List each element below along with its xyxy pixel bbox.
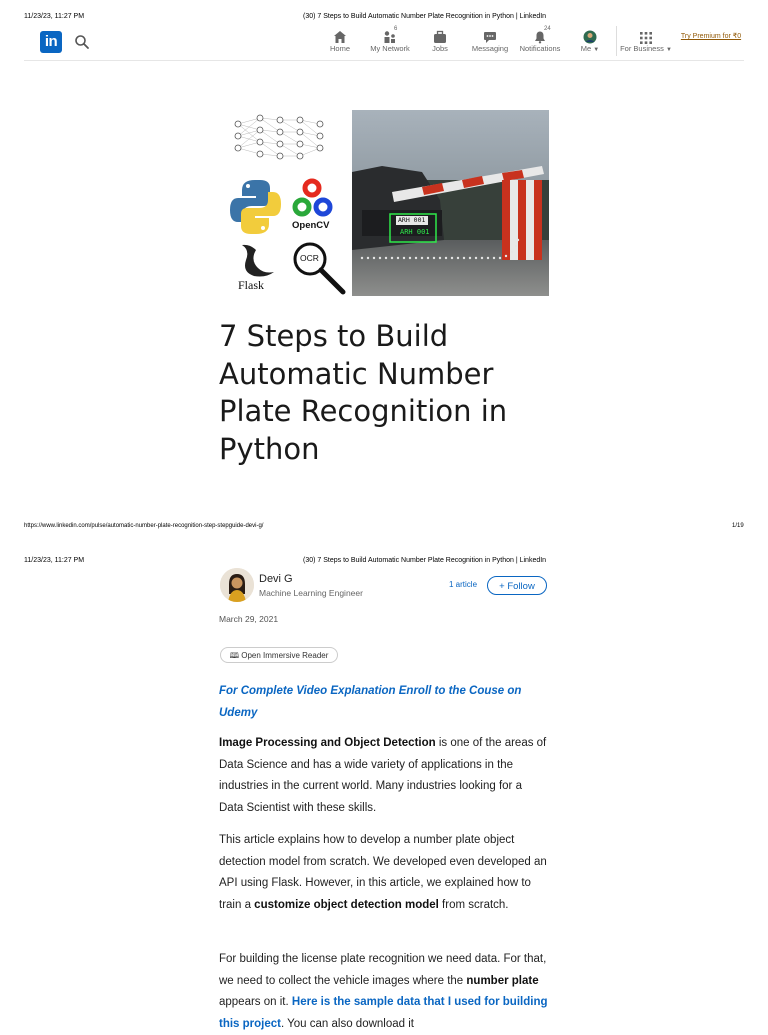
p3-text-c: . You can also download it (280, 1017, 414, 1030)
nav-for-business-label: For Business (620, 44, 664, 53)
author-card (220, 568, 550, 604)
paragraph-1 (219, 733, 549, 819)
print-timestamp-page2: 11/23/23, 11:27 PM (24, 557, 85, 564)
follow-button[interactable]: + Follow (487, 576, 547, 595)
immersive-reader-label: Open Immersive Reader (241, 651, 329, 660)
paragraph-2 (219, 830, 549, 916)
search-icon[interactable] (74, 34, 90, 50)
neural-network-icon (220, 110, 350, 296)
book-icon: 🕮 (229, 651, 240, 660)
sample-data-link[interactable]: Here is the sample data that I used for building this project (219, 996, 548, 1030)
ocr-label: OCR (300, 253, 319, 263)
print-footer-page: 1/19 (732, 523, 744, 529)
notifications-badge: 24 (544, 26, 551, 32)
author-photo-icon (220, 568, 254, 602)
nav-jobs[interactable] (412, 28, 468, 53)
nav-messaging-label: Messaging (471, 44, 509, 53)
p2-text-a: This article explains how to develop a number plate object detection model from scratch. We developed even developed an API using Flask. However, in this article, we explained how to train a (219, 834, 547, 911)
tech-logos-image (220, 110, 350, 296)
nav-my-network-label: My Network (370, 44, 410, 53)
print-timestamp: 11/23/23, 11:27 PM (24, 13, 85, 20)
chevron-down-icon: ▼ (593, 47, 600, 53)
nav-notifications[interactable] (512, 28, 568, 53)
messaging-icon (483, 30, 497, 44)
p2-text-b: from scratch. (438, 898, 509, 911)
nav-notifications-label: Notifications (519, 44, 561, 53)
jobs-icon (433, 30, 447, 44)
print-doc-title: (30) 7 Steps to Build Automatic Number Plate Recognition in Python | LinkedIn (303, 13, 547, 20)
nav-home-label: Home (329, 44, 350, 53)
network-badge: 6 (394, 26, 398, 32)
opencv-label: OpenCV (292, 220, 330, 231)
p3-bold: number plate (466, 974, 539, 987)
print-footer-url: https://www.linkedin.com/pulse/automatic-number-plate-recognition-step-stepguide-devi-g/ (24, 523, 264, 529)
parking-barrier-photo (352, 110, 549, 296)
author-avatar[interactable] (220, 568, 254, 602)
p1-bold: Image Processing and Object Detection (219, 737, 436, 749)
udemy-course-link[interactable]: For Complete Video Explanation Enroll to the Couse on Udemy (219, 685, 522, 719)
publish-date: March 29, 2021 (219, 614, 279, 624)
grid-icon (640, 32, 652, 44)
nav-home[interactable] (312, 28, 368, 53)
plate-detection-label: ARH 001 (400, 228, 430, 236)
linkedin-logo[interactable]: in (40, 31, 62, 53)
plate-text-on-car: ARH 001 (398, 216, 426, 224)
nav-divider (616, 26, 617, 56)
print-doc-title-page2: (30) 7 Steps to Build Automatic Number Plate Recognition in Python | LinkedIn (303, 557, 547, 564)
car-plate-photo-icon (352, 110, 549, 296)
author-role: Machine Learning Engineer (259, 588, 363, 598)
top-nav (24, 24, 744, 61)
article-title: 7 Steps to Build Automatic Number Plate Recognition in Python (219, 319, 508, 466)
nav-me[interactable] (562, 28, 618, 53)
p2-bold: customize object detection model (254, 898, 439, 911)
author-article-count[interactable]: 1 article (449, 580, 478, 589)
p1-text: is one of the areas of Data Science and has a wide variety of applications in the industries in the current world. Many industries looking for a Data Scientist with these skills. (219, 737, 547, 814)
author-name[interactable]: Devi G (259, 573, 293, 585)
nav-jobs-label: Jobs (432, 44, 448, 53)
immersive-reader-button[interactable] (220, 647, 338, 663)
avatar-icon (583, 30, 597, 44)
flask-label: Flask (238, 278, 265, 292)
p3-text-a: For building the license plate recognition we need data. For that, we need to collect the vehicle images where the (219, 953, 547, 987)
bell-icon (533, 30, 547, 44)
nav-my-network[interactable] (362, 28, 418, 53)
chevron-down-icon: ▼ (665, 47, 672, 53)
network-icon (383, 30, 397, 44)
home-icon (333, 30, 347, 44)
nav-for-business[interactable] (618, 28, 674, 53)
nav-me-label: Me (580, 44, 592, 53)
p3-text-b: appears on it. (219, 996, 292, 1008)
try-premium-link[interactable]: Try Premium for ₹0 (680, 33, 742, 40)
nav-messaging[interactable] (462, 28, 518, 53)
paragraph-3 (219, 949, 549, 1035)
